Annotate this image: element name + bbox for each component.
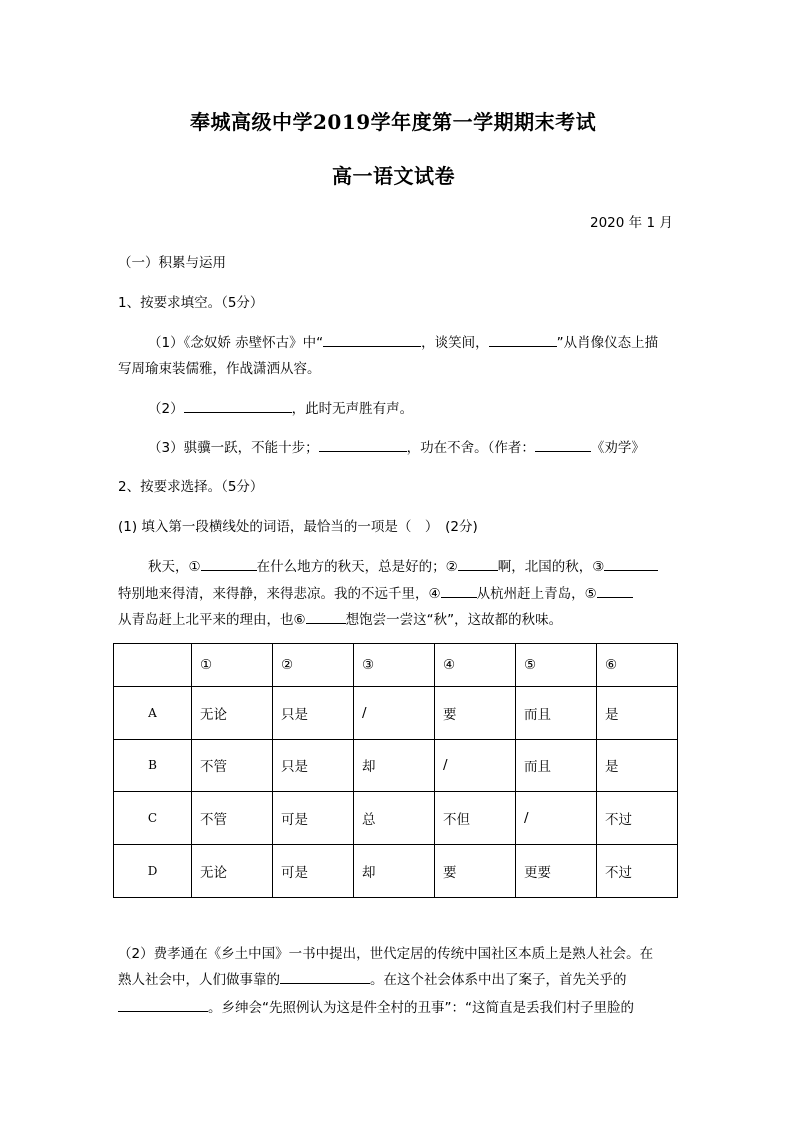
table-cell: / bbox=[354, 686, 435, 739]
table-cell: 却 bbox=[354, 739, 435, 792]
table-cell: 只是 bbox=[273, 686, 354, 739]
options-table bbox=[113, 643, 678, 898]
sub2-text: 。乡绅会“先照例认为这是件全村的丑事”：“这简直是丢我们村子里脸的 bbox=[208, 1000, 634, 1016]
q1-heading: 1、按要求填空。（5分） bbox=[118, 295, 264, 311]
table-header-cell: ⑥ bbox=[597, 644, 678, 687]
table-cell: 是 bbox=[597, 686, 678, 739]
q2-sub2-line3 bbox=[118, 996, 634, 1016]
table-header-cell: ② bbox=[273, 644, 354, 687]
table-cell: 不过 bbox=[597, 792, 678, 845]
page-title: 奉城高级中学2019学年度第一学期期末考试 bbox=[190, 110, 597, 134]
answer-blank[interactable] bbox=[489, 332, 557, 347]
table-cell: 不过 bbox=[597, 845, 678, 898]
passage-blank-3[interactable] bbox=[604, 556, 658, 571]
table-cell: 更要 bbox=[516, 845, 597, 898]
passage-line-1 bbox=[148, 555, 658, 575]
answer-blank[interactable] bbox=[535, 437, 591, 452]
q1-item1-line2: 写周瑜束装儒雅，作战潇洒从容。 bbox=[118, 361, 321, 377]
table-header-cell: ③ bbox=[354, 644, 435, 687]
table-cell: 不管 bbox=[192, 792, 273, 845]
passage-line-2 bbox=[118, 582, 633, 602]
table-cell: 无论 bbox=[192, 686, 273, 739]
passage-blank-5[interactable] bbox=[597, 583, 633, 598]
table-cell: 可是 bbox=[273, 845, 354, 898]
q2-sub2-line2 bbox=[118, 968, 627, 988]
passage-text: 秋天，① bbox=[148, 559, 201, 575]
sub2-text: 。在这个社会体系中出了案子，首先关乎的 bbox=[370, 972, 627, 988]
q1-item2-text-a: （2） bbox=[148, 401, 184, 417]
passage-text: 啊，北国的秋，③ bbox=[497, 559, 605, 575]
table-row-option-a[interactable] bbox=[114, 686, 678, 739]
table-cell: 不管 bbox=[192, 739, 273, 792]
table-header-row bbox=[114, 644, 678, 687]
q1-item1-text-c: ”从肖像仪态上描 bbox=[556, 335, 659, 351]
passage-blank-1[interactable] bbox=[201, 556, 257, 571]
q1-item1-line1 bbox=[148, 331, 658, 351]
answer-blank[interactable] bbox=[184, 398, 292, 413]
passage-text: 从青岛赶上北平来的理由，也⑥ bbox=[118, 612, 306, 628]
table-row-option-b[interactable] bbox=[114, 739, 678, 792]
table-cell: 是 bbox=[597, 739, 678, 792]
passage-text: 在什么地方的秋天，总是好的；② bbox=[256, 559, 458, 575]
passage-text: 想饱尝一尝这“秋”，这故都的秋味。 bbox=[345, 612, 563, 628]
table-cell: 总 bbox=[354, 792, 435, 845]
option-label: A bbox=[114, 686, 192, 739]
table-cell: / bbox=[435, 739, 516, 792]
table-row-option-d[interactable] bbox=[114, 845, 678, 898]
option-label: D bbox=[114, 845, 192, 898]
answer-blank[interactable] bbox=[280, 969, 370, 984]
q1-item2 bbox=[148, 397, 413, 417]
table-header-cell: ④ bbox=[435, 644, 516, 687]
q2-heading: 2、按要求选择。（5分） bbox=[118, 479, 264, 495]
table-cell: 而且 bbox=[516, 686, 597, 739]
page-subtitle: 高一语文试卷 bbox=[332, 164, 455, 188]
sub2-text: 熟人社会中，人们做事靠的 bbox=[118, 972, 280, 988]
passage-blank-2[interactable] bbox=[458, 556, 498, 571]
section-heading: （一）积累与运用 bbox=[118, 255, 226, 271]
option-label: B bbox=[114, 739, 192, 792]
q1-item3 bbox=[148, 436, 645, 456]
table-cell: / bbox=[516, 792, 597, 845]
q1-item3-text-a: （3）骐骥一跃，不能十步； bbox=[148, 440, 319, 456]
passage-line-3 bbox=[118, 608, 562, 628]
exam-date: 2020 年 1 月 bbox=[590, 215, 673, 231]
passage-text: 特别地来得清，来得静，来得悲凉。我的不远千里，④ bbox=[118, 586, 441, 602]
q1-item1-text-b: ，谈笑间， bbox=[421, 335, 489, 351]
q2-sub2-line1: （2）费孝通在《乡土中国》一书中提出，世代定居的传统中国社区本质上是熟人社会。在 bbox=[118, 946, 654, 962]
table-row-option-c[interactable] bbox=[114, 792, 678, 845]
answer-blank[interactable] bbox=[118, 997, 208, 1012]
table-cell: 要 bbox=[435, 845, 516, 898]
passage-text: 从杭州赶上青岛，⑤ bbox=[476, 586, 597, 602]
table-header-cell bbox=[114, 644, 192, 687]
table-cell: 只是 bbox=[273, 739, 354, 792]
answer-blank[interactable] bbox=[323, 332, 421, 347]
table-header-cell: ⑤ bbox=[516, 644, 597, 687]
table-cell: 不但 bbox=[435, 792, 516, 845]
option-label: C bbox=[114, 792, 192, 845]
passage-blank-6[interactable] bbox=[306, 609, 346, 624]
passage-blank-4[interactable] bbox=[441, 583, 477, 598]
table-cell: 要 bbox=[435, 686, 516, 739]
q1-item3-text-b: ，功在不舍。（作者： bbox=[406, 440, 535, 456]
table-cell: 无论 bbox=[192, 845, 273, 898]
table-cell: 却 bbox=[354, 845, 435, 898]
table-header-cell: ① bbox=[192, 644, 273, 687]
q2-sub1-prompt: (1) 填入第一段横线处的词语，最恰当的一项是（ ） (2分) bbox=[118, 519, 478, 535]
q1-item2-text-b: ，此时无声胜有声。 bbox=[291, 401, 414, 417]
answer-blank[interactable] bbox=[319, 437, 407, 452]
table-cell: 而且 bbox=[516, 739, 597, 792]
q1-item1-text-a: （1）《念奴娇 赤壁怀古》中“ bbox=[148, 335, 324, 351]
q1-item3-text-c: 《劝学》 bbox=[590, 440, 645, 456]
table-cell: 可是 bbox=[273, 792, 354, 845]
